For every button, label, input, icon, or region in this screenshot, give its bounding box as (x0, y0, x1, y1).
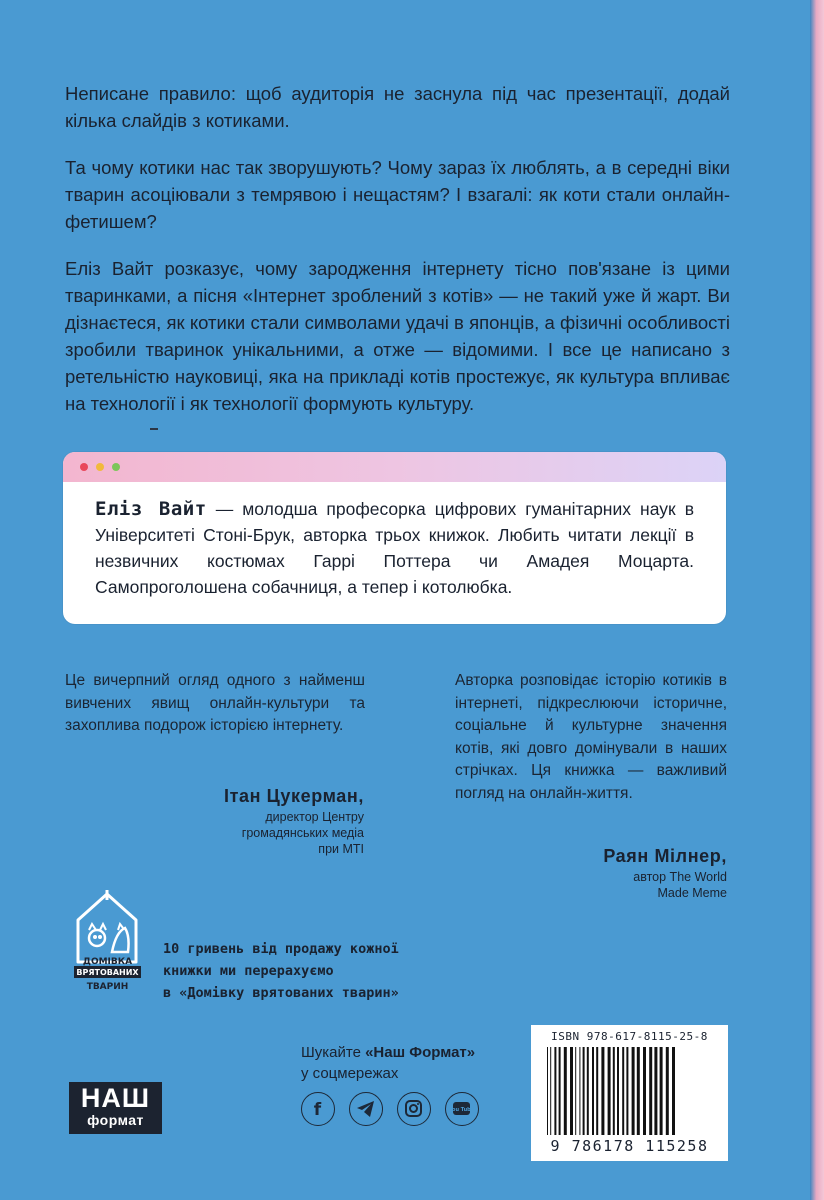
shelter-logo-icon (70, 880, 145, 995)
intro-paragraph-2: Та чому котики нас так зворушують? Чому зараз їх люблять, а в середні віки тварин асоціювали з темрявою і нещастям? І взагалі: як коти стали онлайн-фетишем? (65, 157, 730, 232)
svg-text:f: f (313, 1100, 322, 1120)
reviewer-2-name: Раян Мілнер, (603, 846, 727, 866)
reviewer-1 (224, 786, 364, 857)
intro-text (65, 80, 730, 437)
isbn-label: ISBN 978-617-8115-25-8 (551, 1030, 708, 1043)
spine-edge (810, 0, 824, 1200)
author-bio (63, 482, 726, 600)
barcode-icon (543, 1047, 716, 1135)
review-1-text: Це вичерпний огляд одного з найменш вивчених явищ онлайн-культури та захоплива подорож історією інтернету. (65, 672, 365, 734)
publisher-logo-bottom: формат (87, 1112, 144, 1128)
donation-note: 10 гривень від продажу кожної книжки ми перерахуємо в «Домівку врятованих тварин» (163, 941, 399, 1001)
social-follow-text: Шукайте «Наш Формат» у соцмережах (301, 1044, 476, 1082)
window-maximize-dot-icon (112, 463, 120, 471)
instagram-icon[interactable] (397, 1092, 431, 1126)
facebook-icon[interactable] (301, 1092, 335, 1126)
intro-paragraph-3: Еліз Вайт розказує, чому зародження інтернету тісно пов'язане із цими тваринками, а пісня «Інтернет зроблений з котів» — не такий уже й жарт. Ви дізнаєтеся, як котики стали символами удачі в японців, а фізичні особливості зробили тваринок унікальними, а отже — відомими. І все це написано з ретельністю науковиці, яка на прикладі котів простежує, як культура впливає на технології і як технології формують культуру. (65, 258, 730, 414)
youtube-icon[interactable] (445, 1092, 479, 1126)
barcode-digits: 9 786178 115258 (550, 1137, 709, 1155)
reviewer-1-name: Ітан Цукерман, (223, 786, 364, 806)
intro-paragraph-1: Неписане правило: щоб аудиторія не заснула під час презентації, додай кілька слайдів з котиками. (65, 83, 730, 131)
telegram-icon[interactable] (349, 1092, 383, 1126)
window-title-bar (63, 452, 726, 482)
publisher-logo (69, 1082, 162, 1134)
decorative-dash (150, 428, 158, 430)
youtube-label: You Tube (448, 1107, 475, 1113)
author-bio-text: — молодша професорка цифрових гуманітарних наук в Університеті Стоні-Брук, авторка трьох книжок. Любить читати лекції в незвичних костюмах Гаррі Поттера чи Амадея Моцарта. Самопроголошена собачниця, а тепер і котолюбка. (95, 499, 694, 597)
window-close-dot-icon (80, 463, 88, 471)
window-minimize-dot-icon (96, 463, 104, 471)
reviewer-2 (603, 846, 727, 901)
shelter-logo-line-1: ДОМІВКА (82, 957, 133, 967)
shelter-logo-line-3: ТВАРИН (86, 982, 129, 992)
reviewer-1-role: директор Центру громадянських медіа при MTI (241, 810, 364, 856)
publisher-logo-top: НАШ (80, 1083, 151, 1113)
author-window (63, 452, 726, 624)
reviewer-2-role: автор The World Made Meme (633, 870, 727, 900)
shelter-logo-line-2: ВРЯТОВАНИХ (76, 968, 139, 977)
author-name: Еліз Вайт (95, 498, 207, 520)
follow-brand: «Наш Формат» (365, 1044, 476, 1061)
review-2-text: Авторка розповідає історію котиків в інтернеті, підкреслюючи історичне, соціальне й культурне значення котів, які довго домінували в наших стрічках. Ця книжка — важливий погляд на онлайн-життя. (455, 672, 727, 802)
barcode-box (531, 1025, 728, 1161)
